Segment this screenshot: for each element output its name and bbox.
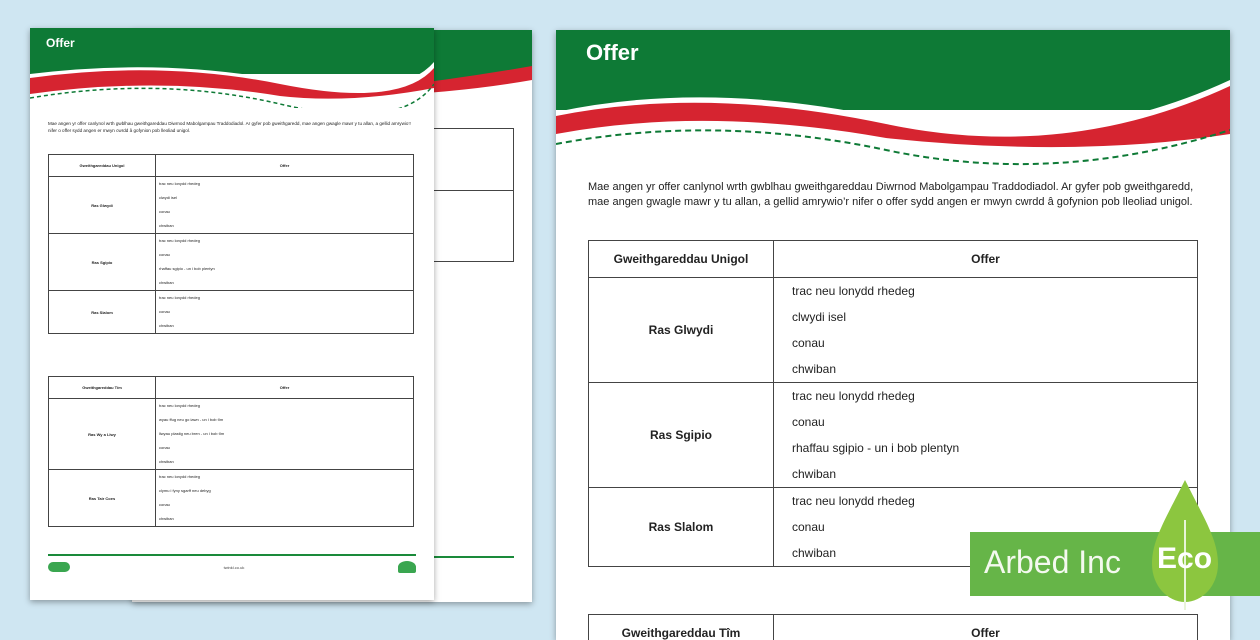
t2-col2: Offer [774, 615, 1198, 640]
thumb-t1-row2-items [156, 234, 414, 291]
thumb-t1-row1-activity: Ras Glwydi [49, 177, 156, 234]
list-item: conau [792, 330, 1179, 356]
list-item: conau [159, 441, 410, 455]
list-item: conau [159, 205, 410, 219]
list-item: trac neu lonydd rhedeg [792, 278, 1179, 304]
list-item: trac neu lonydd rhedeg [159, 399, 410, 413]
t1-row1-items [774, 278, 1198, 383]
list-item: conau [792, 409, 1179, 435]
thumbnail-title: Offer [46, 36, 75, 50]
list-item: clwydi isel [159, 191, 410, 205]
list-item: trac neu lonydd rhedeg [792, 488, 1179, 514]
thumb-t1-col1: Gweithgareddau Unigol [49, 155, 156, 177]
thumb-t1-row3-items [156, 291, 414, 334]
list-item: trac neu lonydd rhedeg [792, 383, 1179, 409]
table-team [588, 614, 1198, 640]
thumb-t1-row3-activity: Ras Slalom [49, 291, 156, 334]
t1-col1: Gweithgareddau Unigol [589, 241, 774, 278]
list-item: clwydi isel [792, 304, 1179, 330]
list-item: chwiban [159, 276, 410, 290]
list-item: conau [792, 514, 1179, 540]
list-item: chwiban [159, 219, 410, 233]
list-item: chwiban [159, 455, 410, 469]
thumbnail-intro: Mae angen yr offer canlynol wrth gwblhau gweithgareddau Diwrnod Mabolgampau Traddodiadol. Ar gyfer pob gweithgaredd, mae angen gwagle mawr y tu allan, a gellid amrywio’r nifer o offer sydd angen er mwyn cwrdd â gofynion pob lleoliad unigol. [48, 120, 414, 134]
list-item: chwiban [792, 540, 1179, 566]
list-item: trac neu lonydd rhedeg [159, 470, 410, 484]
thumb-t2-row2-activity: Ras Tair Coes [49, 470, 156, 527]
table-individual [588, 240, 1198, 567]
twinkl-logo [48, 562, 70, 572]
thumb-t2-col2: Offer [156, 377, 414, 399]
list-item: rhaffau sgipio - un i bob plentyn [159, 262, 410, 276]
thumbnail-table-team [48, 376, 414, 527]
list-item: chwiban [159, 319, 410, 333]
back-page-box-divider [432, 190, 513, 191]
list-item: clymu i fyny sgarff neu debyg [159, 484, 410, 498]
thumb-t1-row2-activity: Ras Sgipio [49, 234, 156, 291]
list-item: rhaffau sgipio - un i bob plentyn [792, 435, 1179, 461]
t1-row2-activity: Ras Sgipio [589, 383, 774, 488]
thumbnail-page [30, 28, 434, 600]
thumbnail-footer [48, 554, 416, 578]
thumb-t2-row1-activity: Ras Wy a Llwy [49, 399, 156, 470]
list-item: conau [159, 305, 410, 319]
list-item: trac neu lonydd rhedeg [159, 291, 410, 305]
t2-col1: Gweithgareddau Tîm [589, 615, 774, 640]
list-item: trac neu lonydd rhedeg [159, 177, 410, 191]
thumbnail-table-individual [48, 154, 414, 334]
badge-text: Arbed Inc [984, 544, 1121, 581]
thumb-t2-row2-items [156, 470, 414, 527]
list-item: chwiban [792, 356, 1179, 382]
list-item: llwyau plastig neu bren - un i bob tîm [159, 427, 410, 441]
footer-logo [398, 561, 416, 573]
list-item: chwiban [792, 461, 1179, 487]
intro-paragraph: Mae angen yr offer canlynol wrth gwblhau gweithgareddau Diwrnod Mabolgampau Traddodiadol. Ar gyfer pob gweithgaredd, mae angen gwagle mawr y tu allan, a gellid amrywio’r nifer o offer sydd angen er mwyn cwrdd â gofynion pob lleoliad unigol. [588, 180, 1202, 210]
list-item: chwiban [159, 512, 410, 526]
page-title: Offer [586, 40, 639, 66]
list-item: conau [159, 498, 410, 512]
thumbnail-header [30, 28, 434, 108]
list-item: trac neu lonydd rhedeg [159, 234, 410, 248]
footer-url: twinkl.co.uk [224, 565, 245, 570]
thumb-t2-row1-items [156, 399, 414, 470]
t1-row3-activity: Ras Slalom [589, 488, 774, 567]
eco-label: Eco [1157, 542, 1212, 576]
thumb-t1-col2: Offer [156, 155, 414, 177]
back-page-box [432, 128, 514, 262]
main-header [556, 30, 1230, 166]
list-item: wyau ffug neu go iawn - un i bob tîm [159, 413, 410, 427]
thumb-t1-row1-items [156, 177, 414, 234]
list-item: conau [159, 248, 410, 262]
t1-col2: Offer [774, 241, 1198, 278]
thumb-t2-col1: Gweithgareddau Tîm [49, 377, 156, 399]
t1-row2-items [774, 383, 1198, 488]
t1-row1-activity: Ras Glwydi [589, 278, 774, 383]
